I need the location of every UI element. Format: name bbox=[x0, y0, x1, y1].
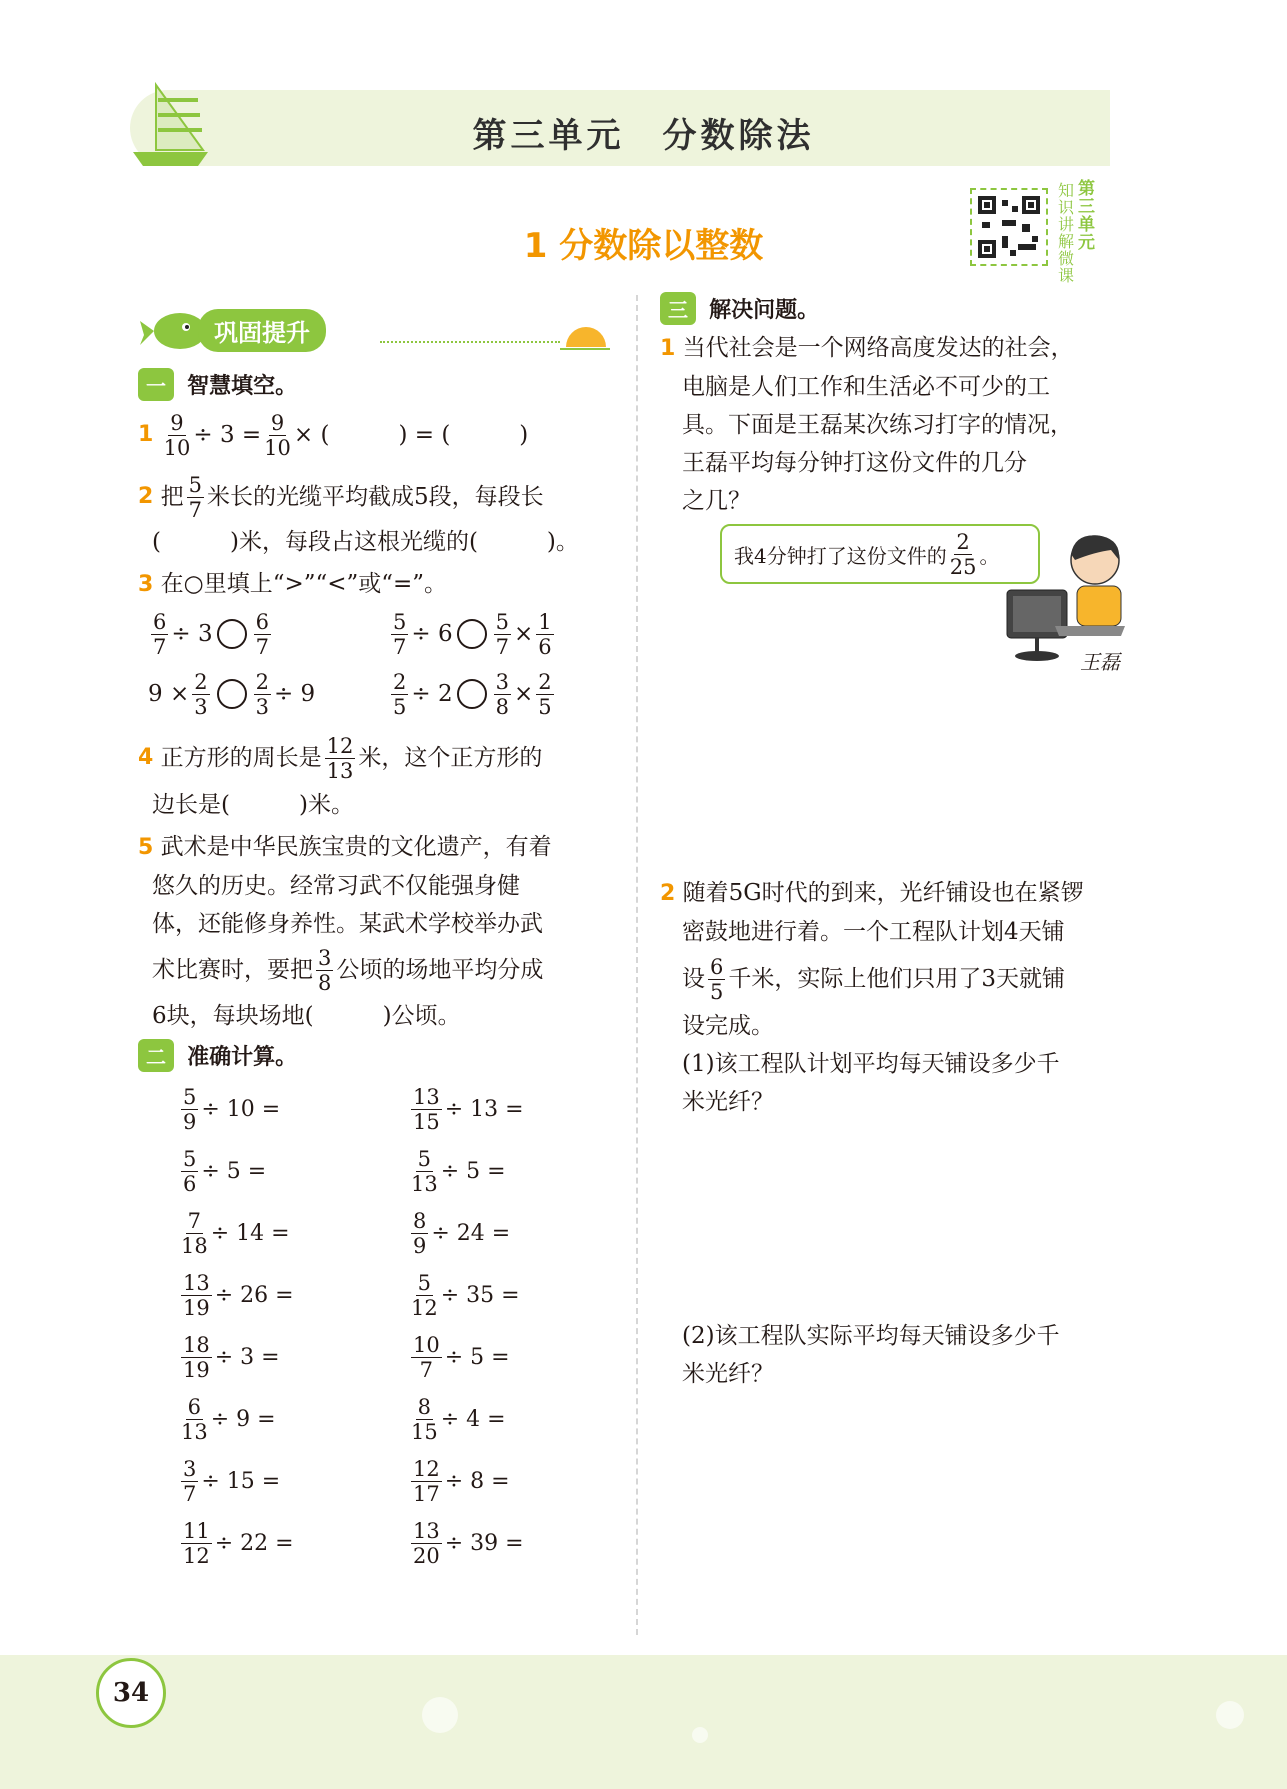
section3-header bbox=[660, 292, 1150, 325]
denominator: 13 bbox=[181, 1419, 208, 1444]
fraction bbox=[181, 1147, 198, 1196]
numerator: 5 bbox=[183, 1084, 197, 1109]
operator-text: ÷ 5 = bbox=[440, 1158, 506, 1184]
question-text: 密鼓地进行着。一个工程队计划4天铺 bbox=[682, 919, 1065, 945]
fraction bbox=[411, 1209, 428, 1258]
section2-tag: 二 bbox=[138, 1039, 174, 1072]
calc-item bbox=[408, 1264, 524, 1326]
numerator: 2 bbox=[393, 669, 407, 694]
practice-heading bbox=[140, 305, 610, 353]
question-number: 3 bbox=[138, 572, 154, 597]
denominator: 7 bbox=[419, 1357, 434, 1382]
numerator: 5 bbox=[188, 472, 202, 497]
question-text: 在○里填上“>”“<”或“=”。 bbox=[160, 571, 448, 597]
numerator: 12 bbox=[326, 733, 354, 758]
compare-circle[interactable] bbox=[217, 679, 247, 709]
calc-item bbox=[178, 1140, 408, 1202]
problem-2 bbox=[660, 874, 1150, 1393]
sub-question-text: 米光纤？ bbox=[682, 1361, 774, 1387]
calc-item bbox=[408, 1326, 524, 1388]
compare-item bbox=[388, 610, 557, 659]
denominator: 12 bbox=[183, 1543, 210, 1568]
operator-text: ÷ 2 bbox=[411, 681, 453, 707]
denominator: 3 bbox=[255, 694, 269, 719]
numerator: 9 bbox=[270, 410, 285, 435]
fraction bbox=[411, 1271, 438, 1320]
qr-caption-char: 课 bbox=[1058, 266, 1075, 285]
question-number: 1 bbox=[660, 336, 676, 361]
qr-caption-char: 单 bbox=[1078, 215, 1095, 235]
lesson-title: 1 分数除以整数 bbox=[523, 226, 764, 266]
numerator: 2 bbox=[956, 529, 970, 554]
fraction bbox=[181, 1209, 208, 1258]
denominator: 7 bbox=[393, 634, 407, 659]
section2-header bbox=[138, 1039, 618, 1072]
fraction bbox=[411, 1147, 438, 1196]
question-text: 武术是中华民族宝贵的文化遗产，有着 bbox=[160, 834, 552, 860]
question-number: 1 bbox=[138, 422, 154, 447]
numerator: 3 bbox=[495, 669, 509, 694]
denominator: 9 bbox=[183, 1109, 197, 1134]
speech-bubble bbox=[720, 524, 1040, 584]
operator-text: ÷ 6 bbox=[411, 621, 453, 647]
operator-text: × bbox=[513, 621, 534, 647]
numerator: 5 bbox=[495, 609, 509, 634]
denominator: 7 bbox=[183, 1481, 197, 1506]
operator-text: ÷ 24 = bbox=[431, 1220, 511, 1246]
qr-caption-char: 解 bbox=[1058, 232, 1075, 251]
qr-caption bbox=[1058, 182, 1080, 284]
numerator: 18 bbox=[183, 1332, 210, 1357]
section1-header bbox=[138, 368, 618, 401]
denominator: 13 bbox=[411, 1171, 438, 1196]
question-text: 术比赛时，要把 bbox=[152, 957, 313, 983]
numerator: 6 bbox=[153, 609, 167, 634]
calc-column-left bbox=[178, 1078, 408, 1574]
denominator: 10 bbox=[163, 435, 191, 460]
sun-icon bbox=[560, 321, 610, 351]
calc-column-right bbox=[408, 1078, 524, 1574]
fraction bbox=[411, 1519, 442, 1568]
speech-text: 我4分钟打了这份文件的 bbox=[734, 543, 947, 568]
denominator: 18 bbox=[181, 1233, 208, 1258]
numerator: 2 bbox=[538, 669, 552, 694]
operator-text: ÷ 5 = bbox=[201, 1158, 267, 1184]
numerator: 8 bbox=[417, 1394, 432, 1419]
question-text: 王磊平均每分钟打这份文件的几分 bbox=[682, 450, 1027, 476]
problem-1 bbox=[660, 329, 1150, 520]
section3-label: 解决问题。 bbox=[709, 298, 820, 323]
calc-item bbox=[408, 1202, 524, 1264]
fraction bbox=[181, 1085, 198, 1134]
denominator: 8 bbox=[318, 970, 332, 995]
numerator: 2 bbox=[194, 669, 208, 694]
fraction bbox=[264, 411, 291, 460]
compare-circle[interactable] bbox=[457, 619, 487, 649]
operator-text: ÷ 22 = bbox=[214, 1530, 294, 1556]
question-text: 悠久的历史。经常习武不仅能强身健 bbox=[152, 873, 520, 899]
fraction bbox=[181, 1519, 212, 1568]
numerator: 1 bbox=[538, 609, 552, 634]
operator-text: ÷ 13 = bbox=[444, 1096, 524, 1122]
numerator: 6 bbox=[187, 1394, 202, 1419]
question-text: 电脑是人们工作和生活必不可少的工 bbox=[682, 374, 1050, 400]
qr-caption-char: 知 bbox=[1058, 181, 1075, 200]
question-2 bbox=[138, 471, 618, 561]
operator-text: ÷ 5 = bbox=[444, 1344, 510, 1370]
question-text: 设完成。 bbox=[682, 1013, 774, 1039]
question-text: 之几？ bbox=[682, 488, 751, 514]
speech-text: 。 bbox=[979, 543, 1000, 568]
denominator: 6 bbox=[538, 634, 552, 659]
sub-question-text: 米光纤？ bbox=[682, 1089, 774, 1115]
answer-blanks[interactable]: ( )米，每段占这根光缆的( )。 bbox=[152, 529, 579, 555]
practice-heading-label: 巩固提升 bbox=[198, 309, 326, 352]
character-name: 王磊 bbox=[1080, 650, 1120, 674]
calc-item bbox=[408, 1078, 524, 1140]
numerator: 7 bbox=[187, 1208, 202, 1233]
calc-item bbox=[178, 1202, 408, 1264]
section1-tag: 一 bbox=[138, 368, 174, 401]
qr-caption-char: 讲 bbox=[1058, 215, 1075, 234]
question-5 bbox=[138, 828, 618, 1035]
question-text: 设 bbox=[682, 966, 705, 992]
operator-text: ÷ 9 bbox=[273, 681, 316, 707]
denominator: 8 bbox=[495, 694, 509, 719]
operator-text: ÷ 4 = bbox=[440, 1406, 506, 1432]
page-number: 34 bbox=[96, 1658, 166, 1728]
numerator: 3 bbox=[183, 1456, 197, 1481]
denominator: 17 bbox=[413, 1481, 440, 1506]
numerator: 6 bbox=[255, 609, 269, 634]
numerator: 13 bbox=[183, 1270, 210, 1295]
operator-text: ÷ 8 = bbox=[444, 1468, 510, 1494]
operator-text: ÷ 14 = bbox=[210, 1220, 290, 1246]
denominator: 15 bbox=[413, 1109, 440, 1134]
denominator: 15 bbox=[411, 1419, 438, 1444]
sub-question-text: (2)该工程队实际平均每天铺设多少千 bbox=[682, 1323, 1060, 1349]
calc-item bbox=[178, 1078, 408, 1140]
question-text: 把 bbox=[160, 484, 184, 510]
denominator: 19 bbox=[183, 1357, 210, 1382]
question-number: 2 bbox=[138, 484, 154, 509]
question-3 bbox=[138, 565, 618, 724]
fraction bbox=[950, 530, 977, 579]
question-text: 米，这个正方形的 bbox=[358, 745, 543, 771]
operator-text: ÷ 3 = bbox=[214, 1344, 280, 1370]
calc-item bbox=[408, 1450, 524, 1512]
operator-text: ÷ 9 = bbox=[210, 1406, 276, 1432]
question-number: 4 bbox=[138, 745, 154, 770]
fraction bbox=[411, 1085, 442, 1134]
qr-caption-char: 三 bbox=[1078, 197, 1095, 217]
operator-text: ÷ 35 = bbox=[440, 1282, 520, 1308]
denominator: 19 bbox=[183, 1295, 210, 1320]
operator-text: ÷ 3 bbox=[171, 621, 213, 647]
calc-item bbox=[178, 1450, 408, 1512]
sub-question-text: (1)该工程队计划平均每天铺设多少千 bbox=[682, 1051, 1060, 1077]
calc-item bbox=[408, 1388, 524, 1450]
numerator: 12 bbox=[413, 1456, 440, 1481]
qr-caption-char: 识 bbox=[1058, 198, 1075, 217]
fraction bbox=[164, 411, 191, 460]
denominator: 9 bbox=[413, 1233, 427, 1258]
compare-item bbox=[388, 670, 557, 719]
numerator: 5 bbox=[417, 1146, 432, 1171]
section2-label: 准确计算。 bbox=[187, 1045, 298, 1070]
question-text: 当代社会是一个网络高度发达的社会， bbox=[682, 335, 1074, 361]
numerator: 6 bbox=[710, 954, 724, 979]
denominator: 10 bbox=[264, 435, 291, 460]
calc-item bbox=[178, 1512, 408, 1574]
denominator: 12 bbox=[411, 1295, 438, 1320]
question-number: 5 bbox=[138, 835, 154, 860]
left-column bbox=[138, 368, 618, 1574]
operator-text: ÷ 15 = bbox=[201, 1468, 281, 1494]
expression-text: ÷ 3 = bbox=[193, 422, 262, 448]
numerator: 2 bbox=[255, 669, 269, 694]
numerator: 3 bbox=[318, 945, 332, 970]
boy-at-computer-illustration bbox=[1005, 530, 1145, 670]
numerator: 10 bbox=[413, 1332, 440, 1357]
column-divider bbox=[636, 295, 638, 1635]
numerator: 13 bbox=[413, 1518, 440, 1543]
operator-text: 9 × bbox=[148, 681, 190, 707]
calc-item bbox=[178, 1326, 408, 1388]
denominator: 6 bbox=[183, 1171, 197, 1196]
denominator: 7 bbox=[495, 634, 509, 659]
compare-circle[interactable] bbox=[457, 679, 487, 709]
numerator: 5 bbox=[393, 609, 407, 634]
numerator: 11 bbox=[183, 1518, 210, 1543]
calc-item bbox=[178, 1388, 408, 1450]
calc-grid bbox=[138, 1078, 618, 1574]
compare-item bbox=[148, 670, 388, 719]
operator-text: ÷ 39 = bbox=[444, 1530, 524, 1556]
question-text: 体，还能修身养性。某武术学校举办武 bbox=[152, 911, 543, 937]
question-4 bbox=[138, 730, 618, 824]
numerator: 9 bbox=[170, 410, 184, 435]
denominator: 5 bbox=[538, 694, 552, 719]
calc-item bbox=[408, 1512, 524, 1574]
section3-tag: 三 bbox=[660, 292, 696, 325]
footer-wave bbox=[0, 1655, 1287, 1789]
question-text: 随着5G时代的到来，光纤铺设也在紧锣 bbox=[682, 880, 1084, 906]
numerator: 8 bbox=[413, 1208, 427, 1233]
answer-blanks[interactable]: 边长是( )米。 bbox=[152, 792, 354, 818]
denominator: 3 bbox=[194, 694, 208, 719]
calc-item bbox=[178, 1264, 408, 1326]
qr-caption-char: 元 bbox=[1078, 233, 1095, 253]
denominator: 5 bbox=[710, 979, 724, 1004]
operator-text: ÷ 10 = bbox=[201, 1096, 281, 1122]
qr-code-icon bbox=[978, 196, 1040, 258]
denominator: 13 bbox=[326, 758, 354, 783]
question-text: 千米，实际上他们只用了3天就铺 bbox=[728, 966, 1066, 992]
fraction bbox=[411, 1457, 442, 1506]
fraction bbox=[181, 1333, 212, 1382]
qr-caption-char: 第 bbox=[1078, 179, 1095, 199]
fraction bbox=[181, 1271, 212, 1320]
operator-text: × bbox=[513, 681, 534, 707]
fraction bbox=[181, 1395, 208, 1444]
qr-code[interactable] bbox=[970, 188, 1048, 266]
fraction bbox=[411, 1333, 442, 1382]
compare-item bbox=[148, 610, 388, 659]
qr-caption-unit bbox=[1078, 180, 1100, 252]
operator-text: ÷ 26 = bbox=[214, 1282, 294, 1308]
question-1 bbox=[138, 407, 618, 463]
answer-blanks[interactable]: 6块，每块场地( )公顷。 bbox=[152, 1003, 461, 1029]
compare-circle[interactable] bbox=[217, 619, 247, 649]
fraction bbox=[411, 1395, 438, 1444]
denominator: 7 bbox=[188, 497, 202, 522]
question-text: 公顷的场地平均分成 bbox=[336, 957, 544, 983]
qr-caption-char: 微 bbox=[1058, 249, 1075, 268]
section1-label: 智慧填空。 bbox=[187, 374, 298, 399]
heading-dots bbox=[380, 341, 560, 343]
unit-title: 第三单元 分数除法 bbox=[472, 116, 815, 156]
denominator: 25 bbox=[949, 554, 977, 579]
answer-blanks[interactable]: × ( ) = ( ) bbox=[293, 422, 529, 448]
question-text: 具。下面是王磊某次练习打字的情况， bbox=[682, 412, 1073, 438]
denominator: 20 bbox=[413, 1543, 440, 1568]
fraction bbox=[181, 1457, 198, 1506]
numerator: 5 bbox=[183, 1146, 197, 1171]
question-text: 正方形的周长是 bbox=[160, 745, 322, 771]
question-text: 米长的光缆平均截成5段，每段长 bbox=[207, 484, 544, 510]
numerator: 5 bbox=[417, 1270, 432, 1295]
calc-item bbox=[408, 1140, 524, 1202]
denominator: 5 bbox=[393, 694, 407, 719]
denominator: 7 bbox=[255, 634, 269, 659]
question-number: 2 bbox=[660, 881, 676, 906]
numerator: 13 bbox=[413, 1084, 440, 1109]
denominator: 7 bbox=[153, 634, 167, 659]
fraction bbox=[187, 473, 204, 522]
